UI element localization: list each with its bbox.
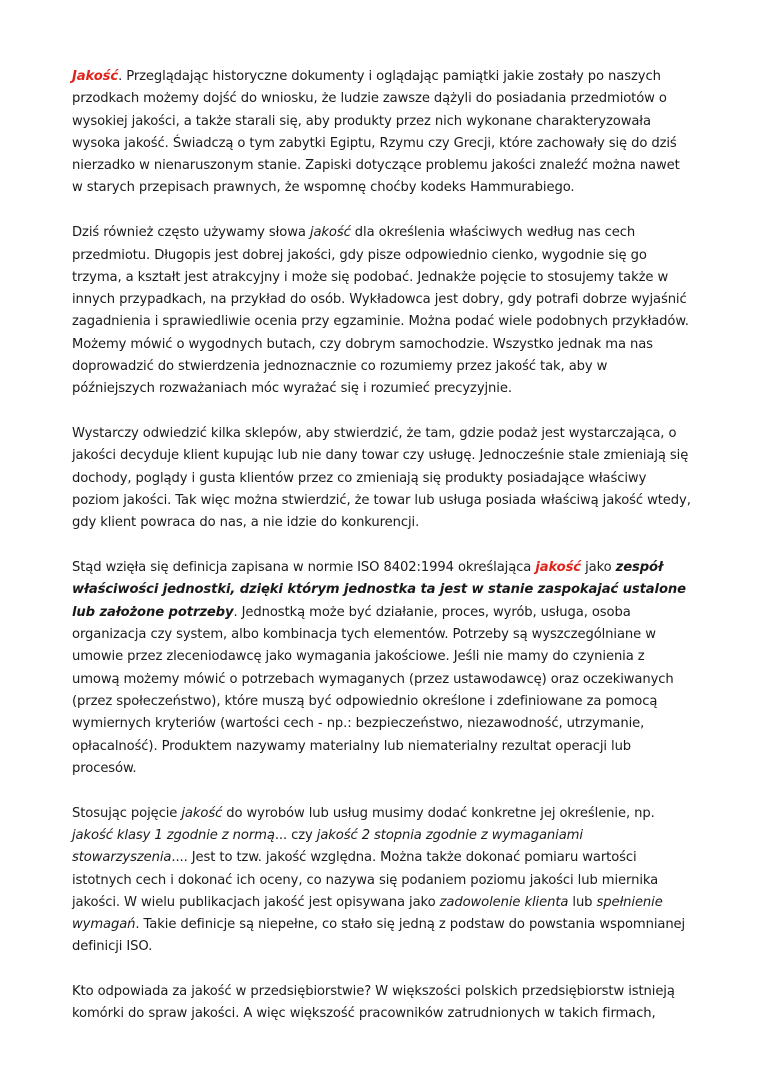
paragraph-4 — [72, 557, 694, 780]
document-page — [72, 66, 694, 1048]
paragraph-text: do wyrobów lub usług musimy dodać konkretne jej określenie, np. — [222, 805, 655, 821]
paragraph-text: Stąd wzięła się definicja zapisana w normie ISO 8402:1994 określająca — [72, 560, 536, 576]
paragraph-text: lub — [568, 894, 597, 910]
paragraph-text: ... czy — [274, 827, 317, 843]
term-italic: jakość — [181, 805, 223, 821]
paragraph-5 — [72, 803, 694, 959]
paragraph-text: Stosując pojęcie — [72, 805, 182, 821]
paragraph-text: Dziś również często używamy słowa — [72, 225, 310, 241]
paragraph-text: .... Jest to tzw. jakość względna. Można także dokonać pomiaru wartości istotnych cech i dokonać ich oceny, co nazywa się podaniem poziomu jakości lub miernika jakości. W wielu publikacjach jakość jest opisywana jako — [72, 850, 659, 910]
paragraph-1 — [72, 66, 694, 200]
example-italic: jakość 2 stopnia zgodnie z wymaganiami stowarzyszenia — [72, 827, 583, 866]
paragraph-3 — [72, 423, 694, 534]
iso-definition: zespół właściwości jednostki, dzięki którym jednostka ta jest w stanie zaspokajać ustalone lub założone potrzeby — [72, 560, 686, 620]
paragraph-text: . Jednostką może być działanie, proces, wyrób, usługa, osoba organizacja czy system, albo kombinacja tych elementów. Potrzeby są wyszczególniane w umowie przez zleceniodawcę jako wymagania jakościowe. Jeśli nie mamy do czynienia z umową możemy mówić o potrzebach wymaganych (przez ustawodawcę) oraz oczekiwanych (przez społeczeństwo), które muszą być odpowiednio określone i zdefiniowane za pomocą wymiernych kryteriów (wartości cech - np.: bezpieczeństwo, niezawodność, utrzymanie, opłacalność). Produktem nazywamy materialny lub niematerialny rezultat operacji lub procesów. — [72, 604, 674, 776]
term-highlight: Jakość — [72, 69, 119, 84]
example-italic: zadowolenie klienta — [439, 894, 569, 910]
paragraph-text: dla określenia właściwych według nas cech przedmiotu. Długopis jest dobrej jakości, gdy pisze odpowiednio cienko, wygodnie się go trzyma, a kształt jest atrakcyjny i może się podobać. Jednakże pojęcie to stosujemy także w innych przypadkach, na przykład do osób. Wykładowca jest dobry, gdy potrafi dobrze wyjaśnić zagadnienia i sprawiedliwie ocenia przy egzaminie. Można podać wiele podobnych przykładów. Możemy mówić o wygodnych butach, czy dobrym samochodzie. Wszystko jednak ma nas doprowadzić do stwierdzenia jednoznacznie co rozumiemy przez jakość tak, aby w późniejszych rozważaniach móc wyrażać się i rozumieć precyzyjnie. — [72, 225, 689, 397]
paragraph-text: Kto odpowiada za jakość w przedsiębiorstwie? W większości polskich przedsiębiorstw istnieją komórki do spraw jakości. A więc większość pracowników zatrudnionych w takich firmach, — [72, 984, 675, 1022]
paragraph-text: Wystarczy odwiedzić kilka sklepów, aby stwierdzić, że tam, gdzie podaż jest wystarczająca, o jakości decyduje klient kupując lub nie dany towar czy usługę. Jednocześnie stale zmieniają się dochody, poglądy i gusta klientów przez co zmieniają się produkty posiadające właściwy poziom jakości. Tak więc można stwierdzić, że towar lub usługa posiada właściwą jakość wtedy, gdy klient powraca do nas, a nie idzie do konkurencji. — [72, 426, 691, 531]
paragraph-6 — [72, 981, 694, 1026]
term-italic: jakość — [309, 225, 351, 241]
paragraph-2 — [72, 222, 694, 400]
paragraph-text: . Przeglądając historyczne dokumenty i oglądając pamiątki jakie zostały po naszych przodkach możemy dojść do wniosku, że ludzie zawsze dążyli do posiadania przedmiotów o wysokiej jakości, a także starali się, aby produkty przez nich wykonane charakteryzowała wysoka jakość. Świadczą o tym zabytki Egiptu, Rzymu czy Grecji, które zachowały się do dziś nierzadko w nienaruszonym stanie. Zapiski dotyczące problemu jakości znaleźć można nawet w starych przepisach prawnych, że wspomnę choćby kodeks Hammurabiego. — [72, 69, 680, 196]
paragraph-text: jako — [581, 560, 616, 576]
paragraph-text: . Takie definicje są niepełne, co stało się jedną z podstaw do powstania wspomnianej definicji ISO. — [72, 917, 686, 955]
example-italic: jakość klasy 1 zgodnie z normą — [72, 827, 275, 843]
example-italic: spełnienie wymagań — [72, 894, 663, 933]
term-highlight: jakość — [535, 560, 581, 576]
